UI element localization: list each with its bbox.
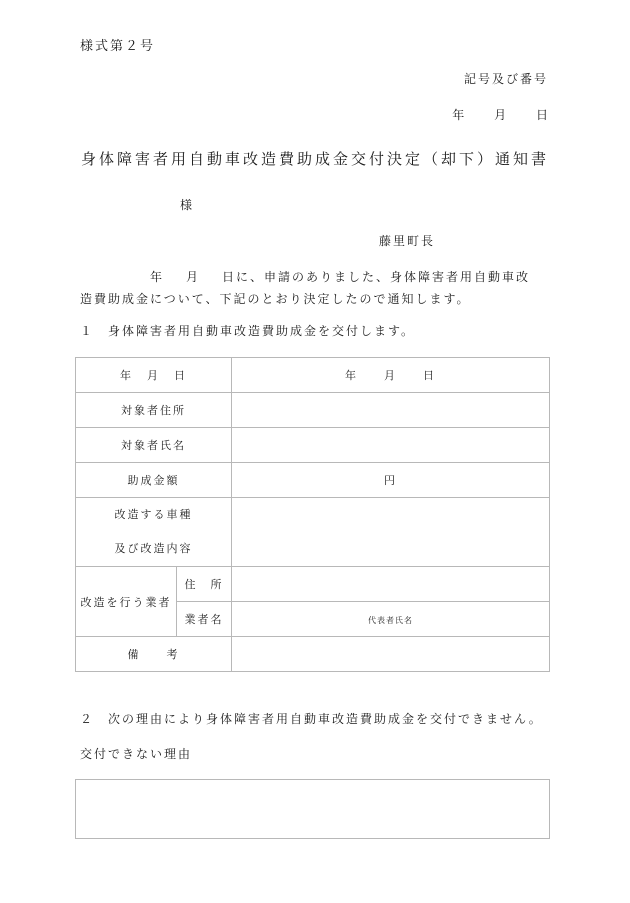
body-line-2: 造費助成金について、下記のとおり決定したので通知します。 (80, 292, 471, 306)
applicant-name-label: 対象者氏名 (76, 428, 232, 463)
body-line-1-rest: 日に、申請のありました、身体障害者用自動車改 (222, 270, 531, 284)
applicant-address-field[interactable] (232, 393, 550, 428)
section-2-heading: ２ 次の理由により身体障害者用自動車改造費助成金を交付できません。 (80, 712, 543, 726)
issue-date-day: 日 (535, 108, 548, 122)
section-1-heading: １ 身体障害者用自動車改造費助成金を交付します。 (80, 324, 416, 338)
date-label-cell (76, 358, 232, 393)
date-label-year: 年 (120, 369, 133, 382)
representative-label: 代表者氏名 (368, 615, 413, 625)
date-value-cell[interactable] (232, 358, 550, 393)
issue-date-month: 月 (494, 108, 507, 122)
table-row-contractor-address (76, 567, 550, 602)
vehicle-label-line-1: 改造する車種 (114, 508, 193, 521)
addressee-suffix: 様 (180, 198, 193, 212)
body-line-1 (80, 266, 555, 288)
table-row-remarks (76, 637, 550, 672)
body-month: 月 (186, 270, 201, 284)
issuer-name: 藤里町長 (379, 234, 436, 248)
vehicle-field[interactable] (232, 498, 550, 567)
date-label-month: 月 (147, 369, 160, 382)
code-and-number-label: 記号及び番号 (463, 72, 548, 86)
remarks-field[interactable] (232, 637, 550, 672)
vehicle-label-line-2: 及び改造内容 (114, 542, 193, 555)
contractor-name-label: 業者名 (177, 602, 232, 637)
date-value-day: 日 (423, 369, 436, 382)
table-row-vehicle (76, 498, 550, 567)
applicant-address-label: 対象者住所 (76, 393, 232, 428)
table-row-amount (76, 463, 550, 498)
reason-field[interactable] (75, 779, 550, 839)
contractor-address-label: 住 所 (177, 567, 232, 602)
table-row-date (76, 358, 550, 393)
contractor-address-field[interactable] (232, 567, 550, 602)
document-title: 身体障害者用自動車改造費助成金交付決定（却下）通知書 (80, 150, 549, 168)
applicant-name-field[interactable] (232, 428, 550, 463)
amount-unit: 円 (384, 474, 397, 487)
contractor-name-field[interactable] (232, 602, 550, 637)
grant-details-table (75, 357, 550, 672)
body-paragraph (80, 266, 555, 310)
date-value-year: 年 (345, 369, 358, 382)
issue-date-year: 年 (452, 108, 465, 122)
body-year: 年 (150, 270, 165, 284)
form-number: 様式第２号 (80, 39, 156, 54)
grant-amount-label: 助成金額 (76, 463, 232, 498)
vehicle-label-cell (76, 498, 232, 567)
contractor-label: 改造を行う業者 (76, 567, 177, 637)
table-row-address (76, 393, 550, 428)
grant-amount-field[interactable] (232, 463, 550, 498)
remarks-label: 備 考 (76, 637, 232, 672)
reason-label: 交付できない理由 (80, 747, 193, 761)
date-label-day: 日 (174, 369, 187, 382)
issue-date (452, 106, 548, 123)
date-value-month: 月 (384, 369, 397, 382)
table-row-name (76, 428, 550, 463)
